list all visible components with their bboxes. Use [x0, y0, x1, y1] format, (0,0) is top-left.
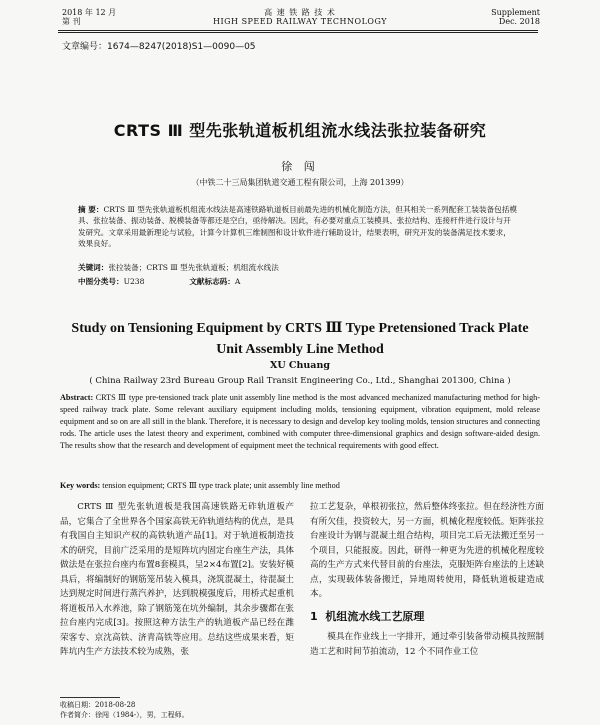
body-column-left — [60, 500, 294, 660]
header-supplement-label: Supplement — [491, 8, 540, 17]
author-cn: 徐 闯 — [281, 160, 319, 173]
doc-code-label: 文献标志码： — [189, 277, 235, 286]
header-volume: 第 刊 — [62, 17, 81, 26]
article-number: 文章编号：1674—8247(2018)S1—0090—05 — [62, 42, 256, 52]
classification-cn — [78, 276, 518, 287]
header-date: 2018 年 12 月 — [62, 8, 117, 17]
abstract-en — [60, 392, 540, 452]
header-rule-thin — [58, 32, 538, 33]
header-supplement — [491, 8, 540, 26]
affiliation-en: ( China Railway 23rd Bureau Group Rail Transit Engineering Co., Ltd., Shanghai 201300, China ) — [89, 376, 511, 386]
keywords-en — [60, 480, 540, 490]
keywords-en-label: Key words: — [60, 481, 101, 490]
cls-label: 中图分类号： — [78, 277, 124, 286]
section-number: 1 — [310, 609, 318, 623]
journal-name-en: HIGH SPEED RAILWAY TECHNOLOGY — [213, 17, 387, 26]
title-en: Study on Tensioning Equipment by CRTS Ⅲ Type Pretensioned Track Plate Unit Assembly Line Method — [71, 321, 529, 357]
abstract-cn-label: 摘 要： — [78, 205, 104, 214]
header-rule — [58, 30, 538, 31]
abstract-cn-text: CRTS Ⅲ 型先张轨道板机组流水线法是高速铁路轨道板目前最先进的机械化制造方法，但其相关一系列配套工装装备包括模具、张拉装备、振动装备、脱模装备等都还是空白，亟待解决。因此，有必要对重点工装模具、张拉结构、连接杆件进行设计与开发研究。文章采用最新理论与试验，计算今计算机三维制图和设计软件进行辅助设计，结果表明，研究开发的装备满足技术要求，效果良好。 — [78, 205, 517, 249]
abstract-cn — [78, 204, 518, 250]
journal-name-cn: 高 速 铁 路 技 术 — [264, 8, 336, 17]
cls-value: U238 — [123, 277, 145, 286]
keywords-cn — [78, 262, 518, 273]
affiliation-cn: （中铁二十三局集团轨道交通工程有限公司，上海 201399） — [191, 178, 409, 187]
body-paragraph: CRTS Ⅲ 型先张轨道板是我国高速铁路无砟轨道板产品，它集合了全世界各个国家高铁无砟轨道结构的优点，是具有我国自主知识产权的高铁轨道产品[1]。对于轨道板制造技术的研究，目前广泛采用的是短阵坑内固定台座生产法，具体做法是在张拉台座内布置8套模具，呈2×4布置[2]。安装好模具后，将编制好的钢筋笼吊装入模具，浇筑混凝土，待混凝土达到规定时间进行蒸汽养护，达到脱模强度后，用桥式起重机将道板吊入水养池，除了钢筋笼在坑外编制，其余步骤都在张拉台座内完成[3]。按照这种方法生产的轨道板产品已经在潍荣客专、京沈高铁、济青高铁等应用。总结这些成果来看，矩阵坑内生产方法技术较为成熟，张 — [60, 502, 294, 657]
keywords-en-text: tension equipment; CRTS Ⅲ type track plate; unit assembly line method — [102, 481, 340, 490]
received-date: 收稿日期：2018-08-28 — [60, 701, 136, 709]
keywords-cn-text: 张拉装备；CRTS Ⅲ 型先张轨道板；机组流水线法 — [108, 263, 279, 272]
body-column-right — [310, 500, 544, 659]
body-paragraph-section1: 模具在作业线上一字排开，通过牵引装备带动模具按照制造工艺和时间节拍流动，12 个不同作业工位 — [310, 632, 544, 657]
keywords-cn-label: 关键词： — [78, 263, 109, 272]
author-bio: 作者简介：徐闯（1984-），男，工程师。 — [60, 711, 189, 719]
footnote — [60, 700, 294, 720]
author-en: XU Chuang — [269, 360, 331, 371]
section-title: 机组流水线工艺原理 — [325, 609, 425, 623]
doc-code-value: A — [234, 277, 241, 286]
header-supplement-date: Dec. 2018 — [498, 17, 540, 26]
footnote-rule — [60, 697, 120, 698]
abstract-en-text: CRTS Ⅲ type pre-tensioned track plate unit assembly line method is the most advanced mechanized manufacturing method for high-speed railway track plate. Some relevant auxiliary equipment including molds, tensioning equipment, vibration equipment, mold release equipment and so on are all still in the blank. Therefore, it is necessary to design and develop key tooling molds, tension structures and connecting rods. The article uses the latest theory and experiment, combined with computer three-dimensional graphics and design software-aided design. The results show that the research and development of equipment meet the technical requirements with good effect. — [60, 393, 540, 450]
abstract-en-label: Abstract: — [60, 393, 94, 402]
section-heading — [310, 610, 544, 625]
title-cn: CRTS Ⅲ 型先张轨道板机组流水线法张拉装备研究 — [113, 121, 487, 140]
body-paragraph-continued: 拉工艺复杂，单根初张拉，然后整体终张拉。但在经济性方面有所欠佳，投资较大，另一方面，机械化程度较低。矩阵张拉台座设计为钢与混凝土组合结构，项目完工后无法搬迁至另一个项目，只能报废。因此，研得一种更为先进的机械化程度较高的生产方式来代替目前的台座法，克服矩阵台座法的上述缺点，实现载体装备搬迁，异地周转使用，降低轨道板建造成本。 — [310, 502, 544, 599]
